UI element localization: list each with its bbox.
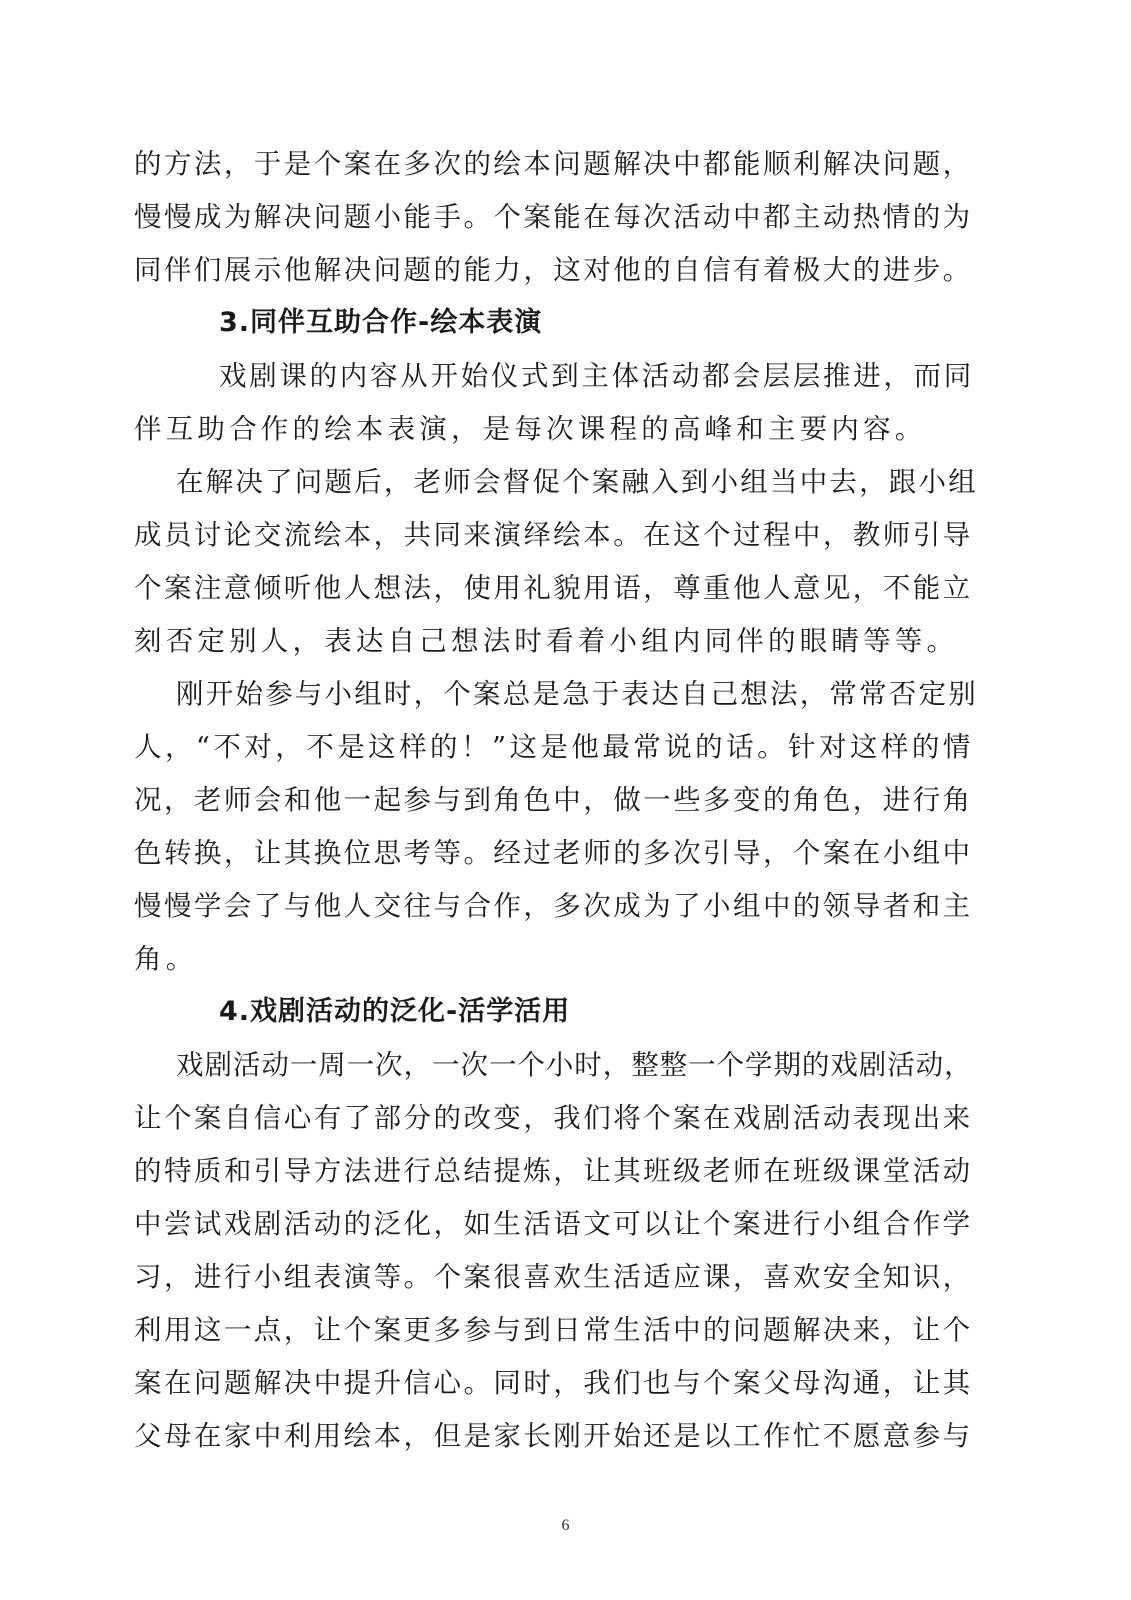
text-line: 的方法，于是个案在多次的绘本问题解决中都能顺利解决问题，	[134, 148, 973, 180]
text-line: 父母在家中利用绘本，但是家长刚开始还是以工作忙不愿意参与	[134, 1420, 973, 1452]
text-line: 刻否定别人，表达自己想法时看着小组内同伴的眼睛等等。	[134, 625, 959, 657]
section-heading-4: 4.戏剧活动的泛化-活学活用	[219, 996, 571, 1027]
text-line: 习，进行小组表演等。个案很喜欢生活适应课，喜欢安全知识，	[134, 1261, 973, 1293]
text-line: 在解决了问题后，老师会督促个案融入到小组当中去，跟小组	[176, 466, 978, 498]
text-line: 的特质和引导方法进行总结提炼，让其班级老师在班级课堂活动	[134, 1155, 973, 1187]
text-line: 戏剧课的内容从开始仪式到主体活动都会层层推进，而同	[219, 360, 974, 392]
text-line: 慢慢学会了与他人交往与合作，多次成为了小组中的领导者和主	[134, 890, 973, 922]
text-line: 让个案自信心有了部分的改变，我们将个案在戏剧活动表现出来	[134, 1102, 973, 1134]
text-line: 戏剧活动一周一次，一次一个小时，整整一个学期的戏剧活动，	[176, 1049, 973, 1081]
text-line: 角。	[134, 943, 198, 975]
page-number: 6	[561, 1517, 570, 1534]
text-line: 慢慢成为解决问题小能手。个案能在每次活动中都主动热情的为	[134, 201, 973, 233]
text-line: 刚开始参与小组时，个案总是急于表达自己想法，常常否定别	[176, 678, 978, 710]
text-line: 中尝试戏剧活动的泛化，如生活语文可以让个案进行小组合作学	[134, 1208, 973, 1240]
text-line: 人，“不对，不是这样的！”这是他最常说的话。针对这样的情	[134, 731, 974, 763]
text-line: 个案注意倾听他人想法，使用礼貌用语，尊重他人意见，不能立	[134, 572, 973, 604]
text-line: 案在问题解决中提升信心。同时，我们也与个案父母沟通，让其	[134, 1367, 973, 1399]
text-line: 利用这一点，让个案更多参与到日常生活中的问题解决来，让个	[134, 1314, 973, 1346]
text-line: 成员讨论交流绘本，共同来演绎绘本。在这个过程中，教师引导	[134, 519, 973, 551]
section-heading-3: 3.同伴互助合作-绘本表演	[219, 307, 543, 338]
text-line: 况，老师会和他一起参与到角色中，做一些多变的角色，进行角	[134, 784, 973, 816]
text-line: 伴互助合作的绘本表演，是每次课程的高峰和主要内容。	[134, 413, 927, 445]
text-line: 同伴们展示他解决问题的能力，这对他的自信有着极大的进步。	[134, 254, 973, 286]
text-line: 色转换，让其换位思考等。经过老师的多次引导，个案在小组中	[134, 837, 973, 869]
